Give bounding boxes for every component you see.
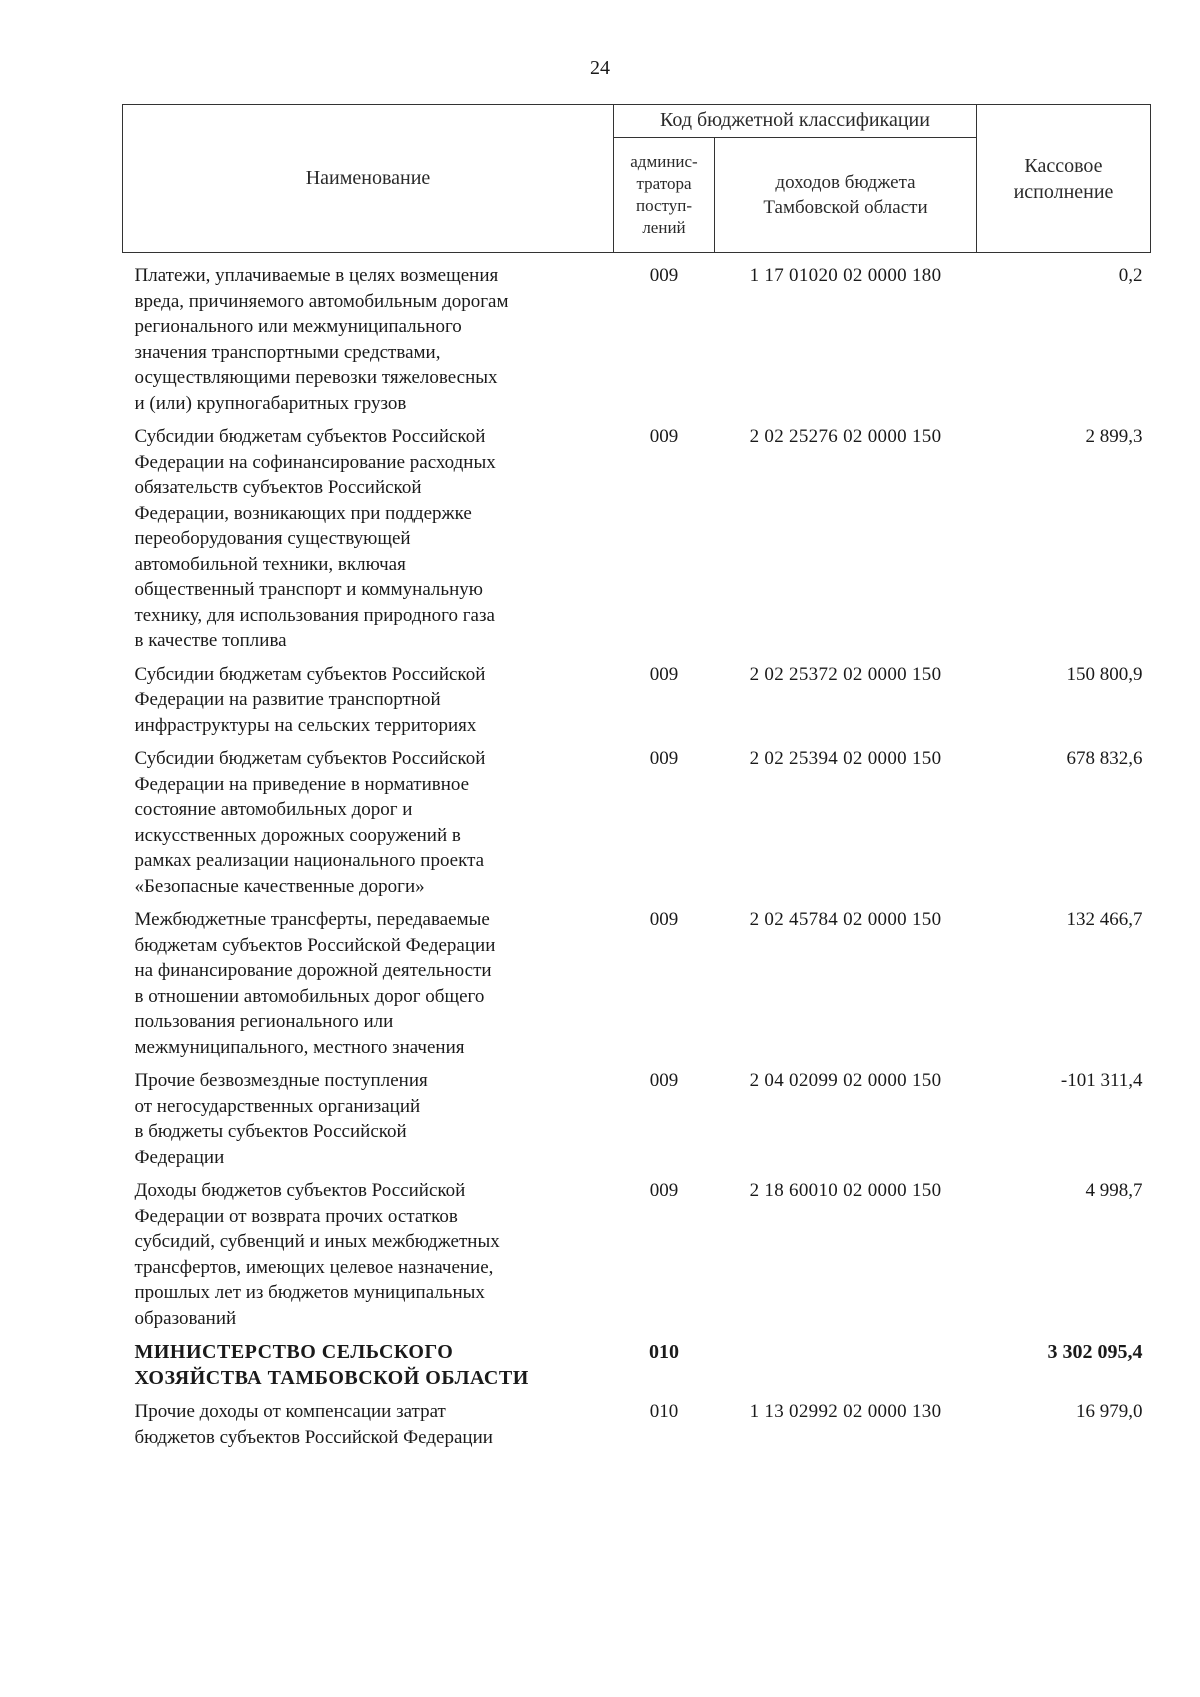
row-budget-code: 2 04 02099 02 0000 150 [749,1070,942,1091]
row-amount: 150 800,9 [1066,663,1143,685]
row-admin-code: 009 [649,909,679,930]
row-amount: -101 311,4 [1060,1070,1143,1091]
row-name: Субсидии бюджетам субъектов Российской Федерации на развитие транспортной инфраструктуры на сельских территориях [134,663,486,736]
table-row [123,907,1151,1068]
table-row [123,662,1151,747]
row-amount: 4 998,7 [1085,1180,1143,1201]
row-amount: 0,2 [1118,265,1143,286]
row-admin-code: 009 [649,748,679,769]
table-row [123,253,1151,425]
row-budget-code: 1 17 01020 02 0000 180 [749,265,942,286]
row-admin-code: 009 [649,1070,679,1091]
row-admin-code: 009 [649,1180,679,1201]
row-name: Прочие безвозмездные поступления от негосударственных организаций в бюджеты субъектов Российской Федерации [134,1070,428,1168]
row-name: Платежи, уплачиваемые в целях возмещения вреда, причиняемого автомобильным дорогам регионального или межмуниципального значения транспортными средствами, осуществляющими перевозки тяжеловесных и (или) крупногабаритных грузов [134,265,509,414]
budget-table [122,104,1151,1458]
table-row [123,1399,1151,1458]
row-name: Субсидии бюджетам субъектов Российской Федерации на софинансирование расходных обязательств субъектов Российской Федерации, возникающих при поддержке переоборудования существующей автомобильной техники, включая общественный транспорт и коммунальную технику, для использования природного газа в качестве топлива [134,426,496,651]
row-budget-code: 1 13 02992 02 0000 130 [749,1401,942,1422]
row-admin-code: 010 [649,1401,679,1422]
table-row [123,424,1151,662]
table-header [123,105,1151,253]
row-name: Межбюджетные трансферты, передаваемые бюджетам субъектов Российской Федерации на финансирование дорожной деятельности в отношении автомобильных дорог общего пользования регионального или межмуниципального, местного значения [134,909,496,1058]
row-name: Субсидии бюджетам субъектов Российской Федерации на приведение в нормативное состояние автомобильных дорог и искусственных дорожных сооружений в рамках реализации национального проекта «Безопасные качественные дороги» [134,748,486,897]
header-name: Наименование [123,105,614,253]
page-number: 24 [590,57,610,79]
row-name: Прочие доходы от компенсации затрат бюджетов субъектов Российской Федерации [134,1401,493,1448]
row-admin-code: 009 [649,426,679,447]
ministry-admin-code: 010 [649,1341,679,1363]
ministry-row [123,1339,1151,1399]
row-amount: 2 899,3 [1085,426,1143,447]
table-body [123,253,1151,1459]
header-classification-group: Код бюджетной классификации [614,105,977,138]
row-amount: 16 979,0 [1076,1401,1143,1422]
header-amount: Кассовое исполнение [977,105,1151,253]
row-amount: 132 466,7 [1066,909,1143,930]
ministry-budget-code [715,1339,977,1399]
ministry-name: МИНИСТЕРСТВО СЕЛЬСКОГО ХОЗЯЙСТВА ТАМБОВСКОЙ ОБЛАСТИ [134,1341,529,1389]
row-budget-code: 2 02 25372 02 0000 150 [749,663,942,685]
row-budget-code: 2 02 25276 02 0000 150 [749,426,942,447]
row-admin-code: 009 [649,265,679,286]
row-budget-code: 2 02 25394 02 0000 150 [749,748,942,769]
row-budget-code: 2 02 45784 02 0000 150 [749,909,942,930]
table-row [123,746,1151,907]
table-row [123,1068,1151,1178]
row-budget-code: 2 18 60010 02 0000 150 [749,1180,942,1201]
row-name: Доходы бюджетов субъектов Российской Федерации от возврата прочих остатков субсидий, субвенций и иных межбюджетных трансфертов, имеющих целевое назначение, прошлых лет из бюджетов муниципальных образований [134,1180,500,1329]
header-code: доходов бюджета Тамбовской области [715,138,977,253]
row-amount: 678 832,6 [1066,748,1143,769]
table-row [123,1178,1151,1339]
header-admin: админис- тратора поступ- лений [614,138,715,253]
ministry-amount: 3 302 095,4 [1047,1341,1143,1363]
row-admin-code: 009 [649,663,679,685]
